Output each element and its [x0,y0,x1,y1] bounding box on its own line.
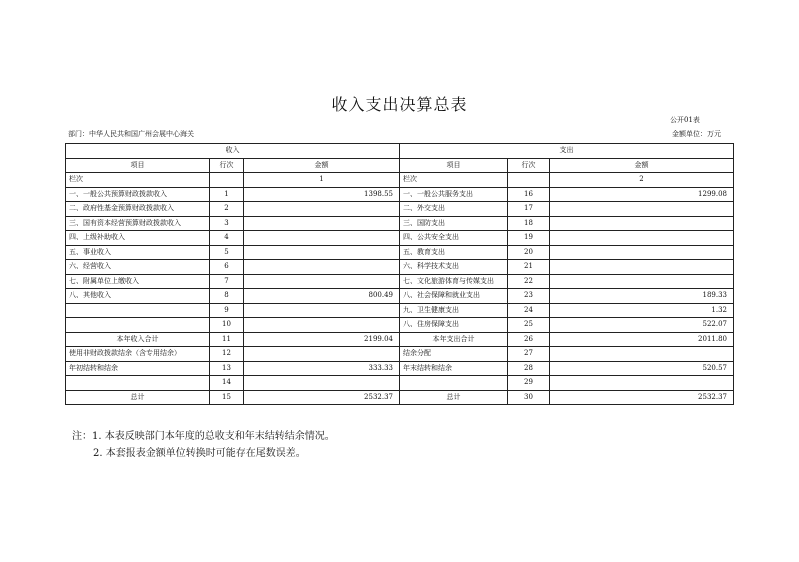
expense-line-cell: 30 [508,390,550,405]
expense-line-cell: 21 [508,260,550,275]
income-item-cell [66,318,210,333]
income-amount-cell [244,231,400,246]
income-line-cell: 14 [210,376,244,391]
expense-item-cell [400,376,508,391]
income-line-cell: 11 [210,332,244,347]
expense-line-cell: 17 [508,202,550,217]
summary-table [65,143,734,405]
income-item-cell: 一、一般公共预算财政拨款收入 [66,187,210,202]
expense-item-cell: 三、国防支出 [400,216,508,231]
income-line-cell: 7 [210,274,244,289]
expense-item-cell: 八、住房保障支出 [400,318,508,333]
expense-amount-cell [550,347,734,362]
income-amount-cell [244,216,400,231]
expense-column-label: 栏次 [400,173,508,188]
expense-line-cell: 28 [508,361,550,376]
income-item-cell: 总计 [66,390,210,405]
table-row [66,231,734,246]
expense-line-cell: 18 [508,216,550,231]
expense-line-cell: 26 [508,332,550,347]
table-column-header-row [66,158,734,173]
notes [72,428,335,462]
table-row [66,318,734,333]
table-row [66,347,734,362]
income-amount-cell [244,260,400,275]
expense-item-cell: 四、公共安全支出 [400,231,508,246]
income-item-cell [66,303,210,318]
income-line-cell: 15 [210,390,244,405]
expense-line-cell: 29 [508,376,550,391]
expense-section-header: 支出 [400,144,734,159]
page-title: 收入支出决算总表 [331,95,468,114]
expense-line-blank [508,173,550,188]
table-row [66,245,734,260]
table-row [66,332,734,347]
income-item-cell: 八、其他收入 [66,289,210,304]
income-section-header: 收入 [66,144,400,159]
expense-amount-cell: 1.32 [550,303,734,318]
expense-line-cell: 16 [508,187,550,202]
income-item-cell: 本年收入合计 [66,332,210,347]
income-amount-cell [244,274,400,289]
income-line-cell: 10 [210,318,244,333]
income-line-cell: 1 [210,187,244,202]
table-row [66,216,734,231]
expense-amount-cell [550,245,734,260]
income-amount-cell [244,376,400,391]
expense-amount-cell [550,231,734,246]
income-item-cell: 二、政府性基金预算财政拨款收入 [66,202,210,217]
income-amount-cell [244,318,400,333]
expense-item-cell: 二、外交支出 [400,202,508,217]
income-line-cell: 4 [210,231,244,246]
expense-item-header: 项目 [400,158,508,173]
table-row [66,274,734,289]
expense-amount-cell [550,202,734,217]
expense-amount-cell: 189.33 [550,289,734,304]
expense-item-cell: 结余分配 [400,347,508,362]
income-line-cell: 12 [210,347,244,362]
income-line-cell: 3 [210,216,244,231]
income-item-cell [66,376,210,391]
income-amount-cell: 2199.04 [244,332,400,347]
expense-amount-cell: 1299.08 [550,187,734,202]
income-amount-header: 金额 [244,158,400,173]
table-row [66,260,734,275]
expense-item-cell: 年末结转和结余 [400,361,508,376]
table-row [66,303,734,318]
note-2: 2. 本套报表金额单位转换时可能存在尾数误差。 [93,448,306,459]
income-line-cell: 5 [210,245,244,260]
expense-line-cell: 27 [508,347,550,362]
income-item-cell: 四、上级补助收入 [66,231,210,246]
expense-amount-cell [550,260,734,275]
income-amount-cell: 2532.37 [244,390,400,405]
expense-amount-cell: 522.07 [550,318,734,333]
income-item-cell: 使用非财政拨款结余（含专用结余） [66,347,210,362]
table-row [66,187,734,202]
expense-amount-cell [550,216,734,231]
income-amount-cell: 800.49 [244,289,400,304]
table-row [66,376,734,391]
income-amount-cell: 333.33 [244,361,400,376]
amount-unit-label: 金额单位：万元 [672,130,721,138]
expense-item-cell: 八、社会保障和就业支出 [400,289,508,304]
income-line-header: 行次 [210,158,244,173]
income-item-cell: 六、经营收入 [66,260,210,275]
income-amount-cell [244,202,400,217]
expense-amount-cell: 2532.37 [550,390,734,405]
income-line-blank [210,173,244,188]
expense-line-cell: 23 [508,289,550,304]
income-line-cell: 8 [210,289,244,304]
table-column-index-row [66,173,734,188]
expense-amount-cell [550,376,734,391]
table-row [66,361,734,376]
expense-line-cell: 20 [508,245,550,260]
expense-item-cell: 五、教育支出 [400,245,508,260]
income-column-label: 栏次 [66,173,210,188]
expense-item-cell: 总计 [400,390,508,405]
expense-item-cell: 七、文化旅游体育与传媒支出 [400,274,508,289]
expense-item-cell: 九、卫生健康支出 [400,303,508,318]
expense-line-cell: 19 [508,231,550,246]
form-code: 公开01表 [670,116,700,124]
expense-line-header: 行次 [508,158,550,173]
expense-line-cell: 25 [508,318,550,333]
income-line-cell: 6 [210,260,244,275]
expense-amount-cell [550,274,734,289]
income-amount-cell [244,303,400,318]
expense-item-cell: 六、科学技术支出 [400,260,508,275]
table-section-header-row [66,144,734,159]
department-label: 部门：中华人民共和国广州会展中心海关 [68,130,194,138]
table-row [66,390,734,405]
income-amount-cell: 1398.55 [244,187,400,202]
income-column-number: 1 [244,173,400,188]
income-line-cell: 2 [210,202,244,217]
income-line-cell: 9 [210,303,244,318]
table-row [66,202,734,217]
income-amount-cell [244,245,400,260]
expense-amount-cell: 2011.80 [550,332,734,347]
expense-item-cell: 本年支出合计 [400,332,508,347]
expense-line-cell: 24 [508,303,550,318]
income-item-cell: 三、国有资本经营预算财政拨款收入 [66,216,210,231]
income-line-cell: 13 [210,361,244,376]
income-item-cell: 年初结转和结余 [66,361,210,376]
income-item-header: 项目 [66,158,210,173]
table-row [66,289,734,304]
expense-amount-cell: 520.57 [550,361,734,376]
expense-amount-header: 金额 [550,158,734,173]
income-amount-cell [244,347,400,362]
income-item-cell: 五、事业收入 [66,245,210,260]
income-item-cell: 七、附属单位上缴收入 [66,274,210,289]
expense-column-number: 2 [550,173,734,188]
expense-item-cell: 一、一般公共服务支出 [400,187,508,202]
note-1: 注：1. 本表反映部门本年度的总收支和年末结转结余情况。 [72,431,335,442]
expense-line-cell: 22 [508,274,550,289]
